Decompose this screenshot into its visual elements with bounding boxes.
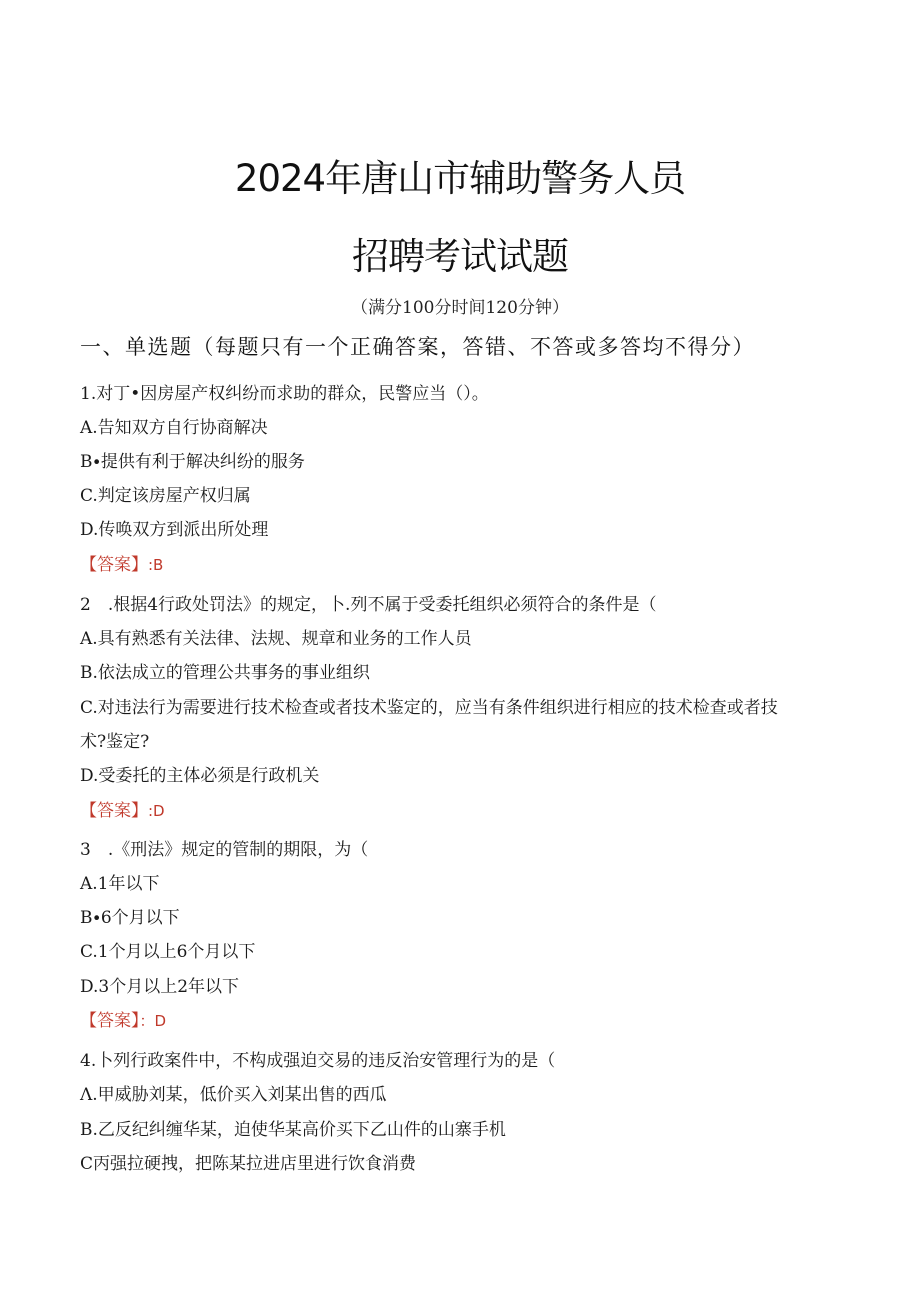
question-4-option-c: C丙强拉硬拽，把陈某拉进店里进行饮食消费: [80, 1154, 417, 1174]
question-1-option-b: B∙提供有利于解决纠纷的服务: [80, 452, 305, 472]
question-3-option-d: D.3个月以上2年以下: [80, 977, 240, 997]
question-4-option-b: B.乙反纪纠缠华某，迫使华某高价买下乙山件的山寨手机: [80, 1120, 506, 1140]
exam-info: （满分100分时间120分钟）: [351, 298, 569, 318]
question-3-stem: 3 .《刑法》规定的管制的期限，为（: [80, 840, 369, 860]
answer-value: ：D: [139, 1012, 167, 1030]
question-2-stem: 2 .根据4行政处罚法》的规定，卜.列不属于受委托组织必须符合的条件是（: [80, 595, 657, 615]
question-4-stem: 4.卜列行政案件中，不构成强迫交易的违反治安管理行为的是（: [80, 1051, 556, 1071]
answer-label: 【答案】: [80, 1011, 140, 1031]
question-2-option-c: C.对违法行为需要进行技术检查或者技术鉴定的，应当有条件组织进行相应的技术检查或者技: [80, 698, 778, 718]
answer-label: 【答案】: [80, 801, 148, 821]
document-title-line1: 2024年唐山市辅助警务人员: [234, 157, 686, 200]
answer-value: :B: [148, 556, 164, 574]
question-3-answer: [80, 1009, 850, 1033]
question-1-option-d: D.传唤双方到派出所处理: [80, 520, 269, 540]
question-3-option-a: A.1年以下: [80, 874, 160, 894]
question-2-option-a: A.具有熟悉有关法律、法规、规章和业务的工作人员: [80, 629, 472, 649]
question-1-option-c: C.判定该房屋产权归属: [80, 486, 251, 506]
question-2-answer: [80, 799, 850, 823]
section-heading: 一、单选题（每题只有一个正确答案，答错、不答或多答均不得分）: [80, 335, 755, 359]
question-2-option-b: B.依法成立的管理公共事务的事业组织: [80, 663, 370, 683]
document-title-line2: 招聘考试试题: [352, 235, 568, 278]
question-1-option-a: A.告知双方自行协商解决: [80, 418, 268, 438]
answer-label: 【答案】: [80, 555, 148, 575]
question-2-option-c-cont: 术?鉴定?: [80, 732, 150, 752]
question-4-option-a: Λ.甲威胁刘某，低价买入刘某出售的西瓜: [80, 1085, 387, 1105]
question-2-option-d: D.受委托的主体必须是行政机关: [80, 766, 320, 786]
answer-value: :D: [148, 802, 165, 820]
question-3-option-c: C.1个月以上6个月以下: [80, 942, 256, 962]
question-3-option-b: B∙6个月以下: [80, 908, 180, 928]
question-1-stem: 1.对丁•因房屋产权纠纷而求助的群众，民警应当（）。: [80, 384, 489, 404]
question-1-answer: [80, 553, 850, 577]
